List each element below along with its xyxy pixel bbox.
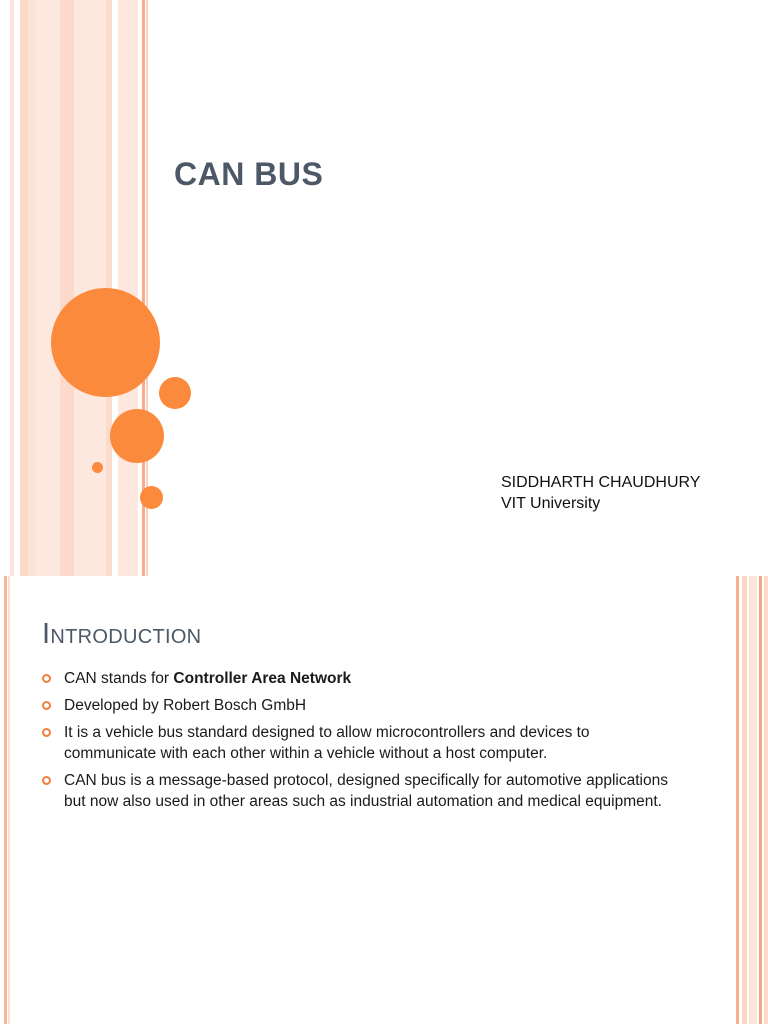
list-item	[42, 668, 682, 689]
decorative-circle-small	[159, 377, 191, 409]
author-affiliation: VIT University	[501, 495, 601, 512]
bullet-text: Developed by Robert Bosch GmbH	[64, 697, 307, 714]
bullet-text: It is a vehicle bus standard designed to allow microcontrollers and devices to communicate with each other within a vehicle without a host computer.	[64, 724, 590, 762]
author-block	[501, 472, 700, 514]
bullet-text-bold: Controller Area Network	[173, 670, 352, 687]
decorative-circle-medium	[110, 409, 164, 463]
decorative-circle-tiny	[92, 462, 103, 473]
author-name: SIDDHARTH CHAUDHURY	[501, 474, 701, 491]
bullet-text: CAN bus is a message-based protocol, designed specifically for automotive applications but now also used in other areas such as industrial automation and medical equipment.	[64, 772, 668, 810]
decorative-circle-large	[51, 288, 160, 397]
left-border-stripes	[0, 576, 12, 1024]
hollow-circle-bullet-icon	[42, 701, 51, 710]
slide-heading: Introduction	[42, 618, 202, 650]
bullet-text-prefix: CAN stands for	[64, 670, 174, 687]
bullet-list	[42, 668, 682, 818]
list-item	[42, 770, 682, 812]
hollow-circle-bullet-icon	[42, 728, 51, 737]
slide-title: CAN BUS	[174, 156, 324, 192]
decorative-stripes	[0, 0, 150, 576]
hollow-circle-bullet-icon	[42, 674, 51, 683]
hollow-circle-bullet-icon	[42, 776, 51, 785]
list-item	[42, 722, 682, 764]
right-border-stripes	[730, 576, 768, 1024]
decorative-circle-small-2	[140, 486, 163, 509]
list-item	[42, 695, 682, 716]
introduction-slide	[0, 576, 768, 1024]
